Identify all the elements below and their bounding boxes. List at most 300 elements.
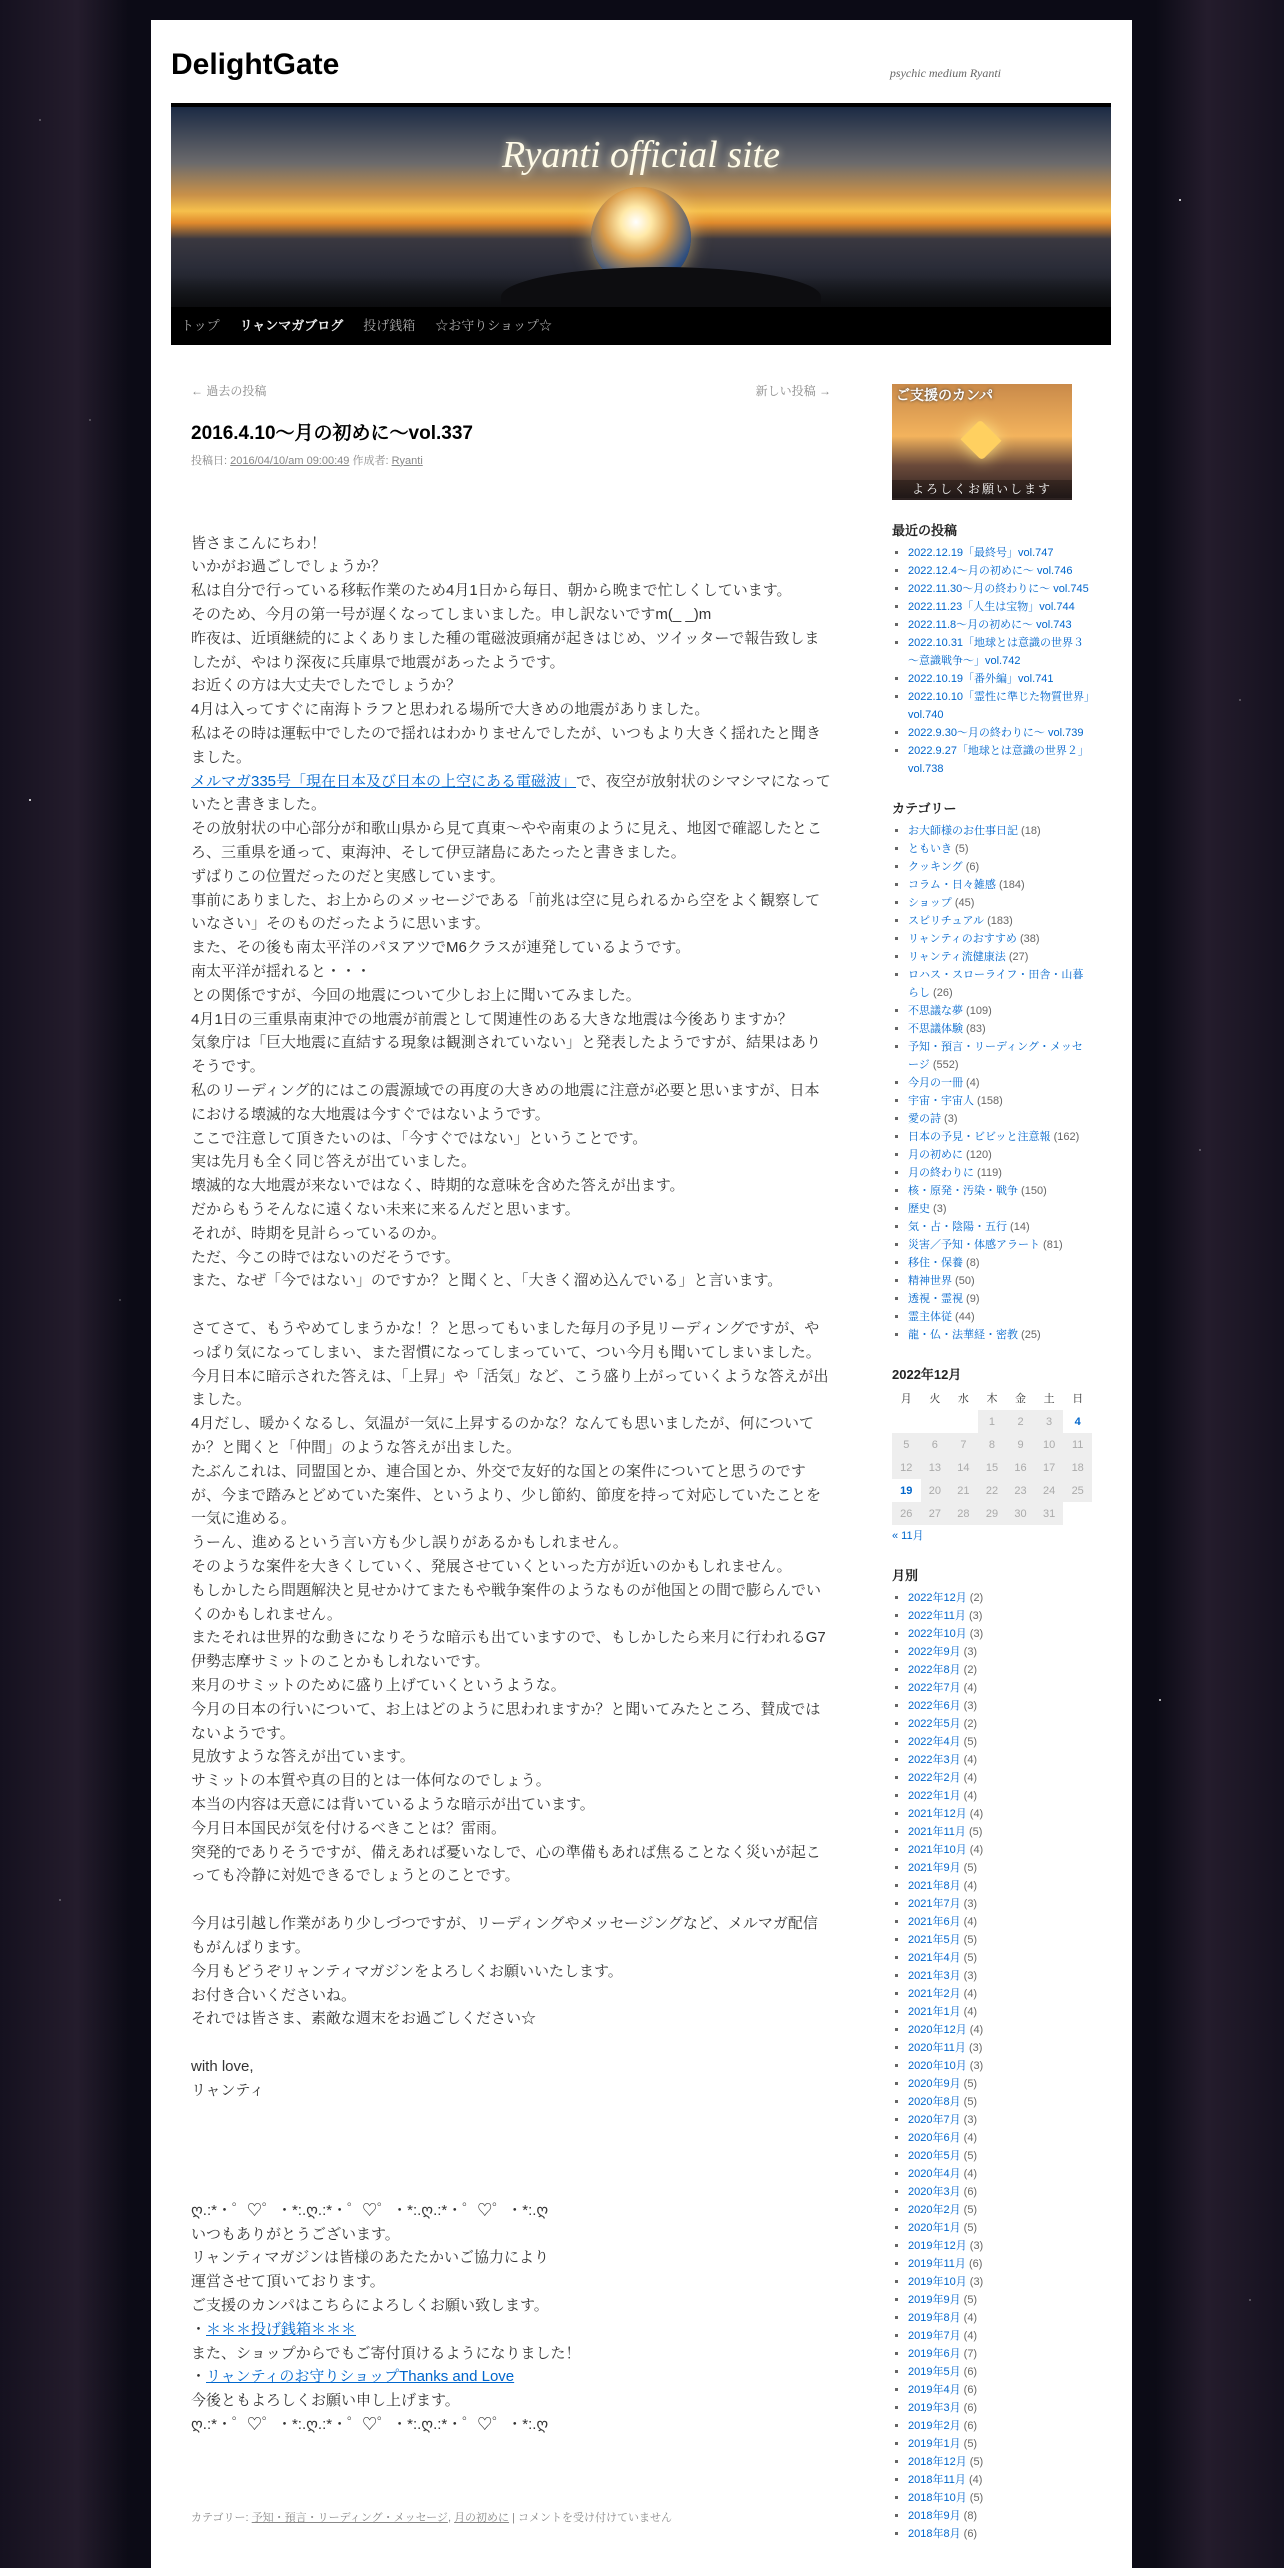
category-item xyxy=(908,1200,1092,1218)
archive-count: (3) xyxy=(966,1628,984,1640)
archive-link[interactable]: 2019年11月 xyxy=(908,2258,966,2270)
post-paragraph xyxy=(191,1127,831,1151)
paragraph-text: 気象庁は「巨大地震に直結する現象は観測されていない」と発表したようですが、結果はありそうです。 xyxy=(191,1034,822,1076)
donation-banner-title: ご支援のカンパ xyxy=(896,387,994,403)
category-item xyxy=(908,1038,1092,1074)
category-count: (26) xyxy=(930,987,953,999)
calendar-day: 13 xyxy=(921,1456,950,1479)
post-paragraph xyxy=(191,1698,831,1746)
paragraph-text: 私のリーディング的にはこの震源域での再度の大きめの地震に注意が必要と思いますが、日本における壊滅的な大地震は今すぐではないようです。 xyxy=(191,1081,820,1123)
calendar-day: 14 xyxy=(949,1456,978,1479)
calendar-week xyxy=(892,1433,1092,1456)
archive-count: (4) xyxy=(966,1844,984,1856)
archive-link[interactable]: 2020年2月 xyxy=(908,2204,961,2216)
category-link[interactable]: 愛の詩 xyxy=(908,1113,941,1125)
archive-item xyxy=(908,1679,1092,1697)
archive-count: (3) xyxy=(965,2042,983,2054)
category-count: (3) xyxy=(941,1113,958,1125)
archive-item xyxy=(908,1859,1092,1877)
category-item xyxy=(908,1020,1092,1038)
post-paragraph xyxy=(191,2199,831,2223)
category-item xyxy=(908,1002,1092,1020)
calendar-day: 28 xyxy=(949,1502,978,1525)
archive-item xyxy=(908,1913,1092,1931)
archive-item xyxy=(908,2219,1092,2237)
category-count: (83) xyxy=(963,1023,986,1035)
post-paragraph xyxy=(191,1579,831,1627)
archive-item xyxy=(908,2255,1092,2273)
archive-link[interactable]: 2020年10月 xyxy=(908,2060,967,2072)
paragraph-text: さてさて、もうやめてしまうかな！？と思ってもいました毎月の予見リーディングですが、やっぱり気になってしまい、また習慣になってしまっていて、つい今月も聞いてしまいました。 xyxy=(191,1320,821,1361)
archive-item xyxy=(908,1895,1092,1913)
archive-link[interactable]: 2019年9月 xyxy=(908,2294,961,2306)
calendar-day xyxy=(1063,1502,1092,1525)
paragraph-text: との関係ですが、今回の地震について少しお上に聞いてみました。 xyxy=(191,986,641,1004)
category-link[interactable]: 災害／予知・体感アラート xyxy=(908,1239,1040,1251)
calendar-weekday: 月 xyxy=(900,1393,912,1405)
archive-count: (4) xyxy=(965,2474,983,2486)
archive-link[interactable]: 2022年6月 xyxy=(908,1700,961,1712)
archive-item xyxy=(908,1715,1092,1733)
archive-item xyxy=(908,1787,1092,1805)
calendar-day: 9 xyxy=(1006,1433,1035,1456)
archive-link[interactable]: 2020年6月 xyxy=(908,2132,961,2144)
archive-link[interactable]: 2021年4月 xyxy=(908,1952,961,1964)
archive-count: (3) xyxy=(966,2276,984,2288)
category-link[interactable]: 予知・預言・リーディング・メッセージ xyxy=(908,1041,1083,1071)
post-title: 2016.4.10～月の初めに～vol.337 xyxy=(191,423,473,444)
archive-count: (2) xyxy=(966,1592,984,1604)
calendar-day: 25 xyxy=(1063,1479,1092,1502)
archive-link[interactable]: 2019年6月 xyxy=(908,2348,961,2360)
archive-link[interactable]: 2020年8月 xyxy=(908,2096,961,2108)
post-paragraph xyxy=(191,1960,831,1984)
paragraph-text: 4月は入ってすぐに南海トラフと思われる場所で大きめの地震がありました。 xyxy=(191,701,710,719)
category-item xyxy=(908,930,1092,948)
category-link[interactable]: ショップ xyxy=(908,897,952,909)
category-link[interactable]: 龍・仏・法華経・密教 xyxy=(908,1329,1018,1341)
archive-link[interactable]: 2022年4月 xyxy=(908,1736,961,1748)
category-count: (50) xyxy=(952,1275,975,1287)
archive-item xyxy=(908,2075,1092,2093)
archive-count: (5) xyxy=(960,2438,978,2450)
recent-post-link[interactable]: 2022.12.19「最終号」vol.747 xyxy=(908,547,1054,559)
calendar-weekday: 水 xyxy=(957,1393,969,1405)
archive-count: (6) xyxy=(960,2366,978,2378)
archive-count: (5) xyxy=(960,2150,978,2162)
calendar-day[interactable]: 4 xyxy=(1063,1410,1092,1433)
archive-count: (5) xyxy=(960,2078,978,2090)
archive-item xyxy=(908,1607,1092,1625)
archive-count: (5) xyxy=(960,1934,978,1946)
archive-count: (5) xyxy=(966,2492,984,2504)
donation-banner[interactable] xyxy=(892,384,1072,500)
paragraph-text: その放射状の中心部分が和歌山県から見て真東～やや南東のように見え、地図で確認したところ、三重県を通って、東海沖、そして伊豆諸島にあたったと書きました。 xyxy=(191,820,822,861)
archive-link[interactable]: 2022年10月 xyxy=(908,1628,967,1640)
paragraph-gap xyxy=(191,1293,831,1317)
archive-link[interactable]: 2019年4月 xyxy=(908,2384,961,2396)
archive-link[interactable]: 2018年12月 xyxy=(908,2456,967,2468)
category-link[interactable]: 霊主体従 xyxy=(908,1311,952,1323)
archive-link[interactable]: 2022年1月 xyxy=(908,1790,961,1802)
category-link[interactable]: 宇宙・宇宙人 xyxy=(908,1095,974,1107)
archive-count: (7) xyxy=(960,2348,978,2360)
archive-item xyxy=(908,2363,1092,2381)
post-inline-link[interactable]: ＊＊＊投げ銭箱＊＊＊ xyxy=(206,2320,357,2338)
archive-item xyxy=(908,1949,1092,1967)
post-paragraph xyxy=(191,2342,831,2366)
category-link[interactable]: 月の初めに xyxy=(908,1149,963,1161)
post-paragraph xyxy=(191,1246,831,1270)
calendar-header xyxy=(892,1388,1092,1410)
post-navigation xyxy=(191,380,831,400)
recent-post-item xyxy=(908,562,1092,580)
paragraph-gap xyxy=(191,1888,831,1912)
recent-post-item xyxy=(908,598,1092,616)
category-link[interactable]: 気・占・陰陽・五行 xyxy=(908,1221,1007,1233)
archive-link[interactable]: 2020年1月 xyxy=(908,2222,961,2234)
archive-link[interactable]: 2022年3月 xyxy=(908,1754,961,1766)
archive-link[interactable]: 2021年3月 xyxy=(908,1970,961,1982)
archive-count: (4) xyxy=(960,2006,978,2018)
category-link[interactable]: 不思議な夢 xyxy=(908,1005,963,1017)
paragraph-text: 来月のサミットのために盛り上げていくというような。 xyxy=(191,1677,566,1695)
archive-count: (3) xyxy=(966,2060,984,2072)
comments-closed: | コメントを受け付けていません xyxy=(512,2511,673,2524)
paragraph-text: 昨夜は、近頃継続的によくありました種の電磁波頭痛が起きはじめ、ツイッターで報告致しましたが、やはり深夜に兵庫県で地震があったようです。 xyxy=(191,629,820,671)
post-paragraph xyxy=(191,1222,831,1246)
post-paragraph xyxy=(191,532,831,556)
post-paragraph xyxy=(191,674,831,698)
post-paragraph xyxy=(191,2055,831,2079)
archive-link[interactable]: 2020年5月 xyxy=(908,2150,961,2162)
paragraph-text: それが、時期を見計らっているのか。 xyxy=(191,1224,447,1242)
archive-link[interactable]: 2022年2月 xyxy=(908,1772,961,1784)
paragraph-text: 私はその時は運転中でしたので揺れはわかりませんでしたが、いつもより大きく揺れたと聞きました。 xyxy=(191,724,822,766)
archive-link[interactable]: 2021年11月 xyxy=(908,1826,966,1838)
donation-banner-subtitle: よろしくお願いします xyxy=(892,480,1072,498)
post-paragraph xyxy=(191,555,831,579)
archive-link[interactable]: 2021年6月 xyxy=(908,1916,961,1928)
paragraph-text: 壊滅的な大地震が来ないではなく、時期的な意味を含めた答えが出ます。 xyxy=(191,1177,685,1195)
paragraph-text: 今月日本国民が気を付けるべきことは？雷雨。 xyxy=(191,1819,507,1837)
archive-link[interactable]: 2021年2月 xyxy=(908,1988,961,2000)
calendar-weekday: 金 xyxy=(1015,1393,1027,1405)
paragraph-text: ただ、今この時ではないのだそうです。 xyxy=(191,1248,460,1266)
paragraph-text: もしかしたら問題解決と見せかけてまたもや戦争案件のようなものが他国との間で膨らんでいくのかもしれません。 xyxy=(191,1581,822,1623)
category-count: (38) xyxy=(1016,933,1040,945)
calendar-weekday: 日 xyxy=(1072,1393,1084,1405)
archive-link[interactable]: 2021年12月 xyxy=(908,1808,967,1820)
post-meta xyxy=(191,450,831,474)
archive-link[interactable]: 2022年9月 xyxy=(908,1646,961,1658)
archive-item xyxy=(908,2237,1092,2255)
archive-item xyxy=(908,1823,1092,1841)
post-paragraph xyxy=(191,960,831,984)
category-item xyxy=(908,1218,1092,1236)
post-paragraph xyxy=(191,817,831,865)
calendar-week xyxy=(892,1410,1092,1433)
site-title[interactable]: DelightGate xyxy=(171,48,340,81)
archive-link[interactable]: 2018年8月 xyxy=(908,2528,961,2540)
recent-posts-list xyxy=(892,544,1092,778)
archive-count: (4) xyxy=(966,2024,984,2036)
archives-list xyxy=(892,1589,1092,2543)
category-link[interactable]: お大師様のお仕事日記 xyxy=(908,825,1018,837)
archive-link[interactable]: 2020年11月 xyxy=(908,2042,966,2054)
archive-item xyxy=(908,2039,1092,2057)
calendar-day[interactable]: 19 xyxy=(892,1479,921,1502)
category-link[interactable]: クッキング xyxy=(908,861,963,873)
post-inline-link[interactable]: メルマガ335号「現在日本及び日本の上空にある電磁波」 xyxy=(191,772,577,790)
archive-item xyxy=(908,1625,1092,1643)
category-link[interactable]: 今月の一冊 xyxy=(908,1077,963,1089)
archive-link[interactable]: 2022年7月 xyxy=(908,1682,961,1694)
menu-item-blog[interactable]: リャンマガブログ xyxy=(239,318,344,333)
paragraph-text: お近くの方は大丈夫でしたでしょうか？ xyxy=(191,677,462,695)
paragraph-text: リャンティ xyxy=(191,2082,265,2099)
archive-link[interactable]: 2021年1月 xyxy=(908,2006,961,2018)
calendar-day: 23 xyxy=(1006,1479,1035,1502)
archive-count: (5) xyxy=(960,2204,978,2216)
archive-link[interactable]: 2019年2月 xyxy=(908,2420,961,2432)
category-item xyxy=(908,894,1092,912)
post-paragraph xyxy=(191,1365,831,1413)
menu-item-top[interactable]: トップ xyxy=(181,318,220,333)
paragraph-text: いつもありがとうございます。 xyxy=(191,2225,400,2243)
calendar-day: 8 xyxy=(978,1433,1007,1456)
paragraph-gap xyxy=(191,2103,831,2127)
archive-item xyxy=(908,2417,1092,2435)
calendar-weekday-row xyxy=(892,1388,1092,1410)
paragraph-text: 私は自分で行っている移転作業のため4月1日から毎日、朝から晩まで忙しくしています。 xyxy=(191,582,792,600)
archive-item xyxy=(908,1985,1092,2003)
archive-link[interactable]: 2022年11月 xyxy=(908,1610,966,1622)
category-item xyxy=(908,966,1092,1002)
paragraph-text: 突発的でありそうですが、備えあれば憂いなしで、心の準備もあれば焦ることなく災いが起こっても冷静に対処できるでしょうとのことです。 xyxy=(191,1843,821,1885)
post-paragraph xyxy=(191,1555,831,1579)
author-prefix: 作成者: xyxy=(352,454,389,467)
archive-link[interactable]: 2020年12月 xyxy=(908,2024,967,2036)
archive-link[interactable]: 2021年10月 xyxy=(908,1844,967,1856)
category-count: (4) xyxy=(963,1077,980,1089)
category-link[interactable]: 歴史 xyxy=(908,1203,930,1215)
category-item xyxy=(908,948,1092,966)
heart-icon xyxy=(960,419,1001,460)
recent-post-link[interactable]: 2022.9.27「地球とは意識の世界２」vol.738 xyxy=(908,745,1089,775)
archive-link[interactable]: 2019年10月 xyxy=(908,2276,967,2288)
archive-link[interactable]: 2019年7月 xyxy=(908,2330,961,2342)
archive-count: (3) xyxy=(965,1610,983,1622)
archive-count: (4) xyxy=(960,1790,978,1802)
archive-count: (3) xyxy=(966,2240,984,2252)
archive-link[interactable]: 2021年7月 xyxy=(908,1898,961,1910)
category-link[interactable]: 精神世界 xyxy=(908,1275,952,1287)
recent-post-link[interactable]: 2022.10.10「霊性に準じた物質世界」vol.740 xyxy=(908,691,1090,721)
post-date-link[interactable]: 2016/04/10/am 09:00:49 xyxy=(230,454,350,467)
post-paragraph xyxy=(191,1317,831,1365)
category-link[interactable]: リャンティ流健康法 xyxy=(908,951,1006,963)
post-paragraph xyxy=(191,2413,831,2437)
post-paragraph xyxy=(191,1912,831,1960)
post-paragraph xyxy=(191,1793,831,1817)
archive-link[interactable]: 2022年5月 xyxy=(908,1718,961,1730)
archive-link[interactable]: 2022年12月 xyxy=(908,1592,967,1604)
post-paragraph xyxy=(191,1031,831,1079)
archive-count: (4) xyxy=(960,1772,978,1784)
archive-link[interactable]: 2019年1月 xyxy=(908,2438,961,2450)
category-count: (25) xyxy=(1018,1329,1041,1341)
category-link[interactable]: ともいき xyxy=(908,843,952,855)
post-inline-link[interactable]: リャンティのお守りショップThanks and Love xyxy=(206,2368,515,2386)
archive-item xyxy=(908,2471,1092,2489)
archive-link[interactable]: 2021年9月 xyxy=(908,1862,961,1874)
recent-post-link[interactable]: 2022.11.8～月の初めに～ vol.743 xyxy=(908,619,1072,631)
recent-post-link[interactable]: 2022.11.30～月の終わりに～ vol.745 xyxy=(908,583,1089,595)
category-item xyxy=(908,1236,1092,1254)
archive-link[interactable]: 2018年11月 xyxy=(908,2474,966,2486)
archive-link[interactable]: 2020年3月 xyxy=(908,2186,961,2198)
sidebar xyxy=(892,384,1092,2543)
post-paragraph xyxy=(191,1174,831,1198)
archive-link[interactable]: 2019年12月 xyxy=(908,2240,967,2252)
calendar-day: 16 xyxy=(1006,1456,1035,1479)
archive-item xyxy=(908,2273,1092,2291)
menu-item-donation-box[interactable]: 投げ銭箱 xyxy=(363,318,416,333)
archive-link[interactable]: 2019年8月 xyxy=(908,2312,961,2324)
recent-post-item xyxy=(908,634,1092,670)
archive-item xyxy=(908,2057,1092,2075)
archive-item xyxy=(908,1931,1092,1949)
archive-item xyxy=(908,2147,1092,2165)
post-paragraph xyxy=(191,2007,831,2031)
archive-count: (5) xyxy=(960,1862,978,1874)
archive-count: (4) xyxy=(960,1754,978,1766)
archive-count: (4) xyxy=(966,1808,984,1820)
category-link[interactable]: 不思議体験 xyxy=(908,1023,963,1035)
category-link[interactable]: コラム・日々雑感 xyxy=(908,879,996,891)
menu-item-shop[interactable]: ☆お守りショップ☆ xyxy=(435,318,553,333)
calendar-weekday: 土 xyxy=(1043,1393,1055,1405)
archive-link[interactable]: 2019年5月 xyxy=(908,2366,961,2378)
category-item xyxy=(908,876,1092,894)
calendar-day: 29 xyxy=(978,1502,1007,1525)
paragraph-text: そのような案件を大きくしていく、発展させていくといった方が近いのかもしれません。 xyxy=(191,1558,792,1576)
category-count: (45) xyxy=(951,897,975,909)
recent-post-item xyxy=(908,580,1092,598)
categories-title: カテゴリー xyxy=(892,801,957,816)
archive-count: (6) xyxy=(965,2258,983,2270)
paragraph-text: だからもうそんなに遠くない未来に来るんだと思います。 xyxy=(191,1200,580,1218)
category-item xyxy=(908,1254,1092,1272)
recent-post-link[interactable]: 2022.11.23「人生は宝物」vol.744 xyxy=(908,601,1075,613)
category-link[interactable]: 透視・霊視 xyxy=(908,1293,963,1305)
category-item xyxy=(908,912,1092,930)
post-paragraph xyxy=(191,1841,831,1889)
recent-post-item xyxy=(908,724,1092,742)
post-paragraph xyxy=(191,2318,831,2342)
archive-link[interactable]: 2018年9月 xyxy=(908,2510,961,2522)
recent-post-link[interactable]: 2022.12.4～月の初めに～ vol.746 xyxy=(908,565,1073,577)
category-count: (158) xyxy=(974,1095,1003,1107)
post-paragraph xyxy=(191,627,831,675)
paragraph-text: 南太平洋が揺れると・・・ xyxy=(191,962,372,980)
paragraph-text: うーん、進めるという言い方も少し誤りがあるかもしれません。 xyxy=(191,1534,628,1552)
paragraph-text: また、その後も南太平洋のパヌアツでM6クラスが連発しているようです。 xyxy=(191,939,691,957)
recent-post-link[interactable]: 2022.10.31「地球とは意識の世界３～意識戦争～」vol.742 xyxy=(908,637,1085,667)
archive-item xyxy=(908,2345,1092,2363)
archive-count: (3) xyxy=(960,1970,978,1982)
archive-link[interactable]: 2019年3月 xyxy=(908,2402,961,2414)
archive-item xyxy=(908,2129,1092,2147)
archive-count: (4) xyxy=(960,2132,978,2144)
calendar-day: 12 xyxy=(892,1456,921,1479)
archive-link[interactable]: 2020年9月 xyxy=(908,2078,961,2090)
archive-count: (5) xyxy=(960,1952,978,1964)
post-paragraph xyxy=(191,698,831,722)
archive-count: (5) xyxy=(960,2096,978,2108)
archive-item xyxy=(908,2489,1092,2507)
category-count: (81) xyxy=(1040,1239,1063,1251)
calendar-day: 15 xyxy=(978,1456,1007,1479)
paragraph-text: リャンティマガジンは皆様のあたたかいご協力により xyxy=(191,2249,549,2267)
category-link[interactable]: 移住・保養 xyxy=(908,1257,963,1269)
category-item xyxy=(908,822,1092,840)
archive-link[interactable]: 2022年8月 xyxy=(908,1664,961,1676)
category-item xyxy=(908,858,1092,876)
archive-link[interactable]: 2018年10月 xyxy=(908,2492,967,2504)
category-item xyxy=(908,1326,1092,1344)
paragraph-text: 見放すような答えが出ています。 xyxy=(191,1748,415,1766)
paragraph-text: ご支援のカンパはこちらによろしくお願い致します。 xyxy=(191,2296,549,2314)
category-link[interactable]: リャンティのおすすめ xyxy=(908,933,1017,945)
meta-prefix: 投稿日: xyxy=(191,454,228,467)
archive-count: (4) xyxy=(960,1682,978,1694)
calendar-prev-link[interactable]: « 11月 xyxy=(892,1530,924,1542)
archive-item xyxy=(908,1877,1092,1895)
recent-post-link[interactable]: 2022.9.30～月の終わりに～ vol.739 xyxy=(908,727,1084,739)
calendar-day: 1 xyxy=(978,1410,1007,1433)
category-link-prophecy[interactable]: 予知・預言・リーディング・メッセージ xyxy=(251,2511,448,2524)
post-paragraph xyxy=(191,936,831,960)
archive-item xyxy=(908,1751,1092,1769)
post-paragraph xyxy=(191,865,831,889)
post-paragraph xyxy=(191,1150,831,1174)
archive-link[interactable]: 2021年8月 xyxy=(908,1880,961,1892)
previous-post-link[interactable]: ← 過去の投稿 xyxy=(191,384,267,398)
category-count: (5) xyxy=(952,843,969,855)
paragraph-text: で、夜空が放射状のシマシマになっていたと書きました。 xyxy=(191,772,831,814)
category-link[interactable]: ロハス・スローライフ・田舎・山暮らし xyxy=(908,969,1084,999)
archive-link[interactable]: 2021年5月 xyxy=(908,1934,961,1946)
post-paragraph xyxy=(191,722,831,770)
archive-link[interactable]: 2020年4月 xyxy=(908,2168,961,2180)
category-link[interactable]: スピリチュアル xyxy=(908,915,985,927)
author-link[interactable]: Ryanti xyxy=(391,454,423,467)
category-link[interactable]: 月の終わりに xyxy=(908,1167,974,1179)
post-paragraph xyxy=(191,889,831,937)
category-link-month-start[interactable]: 月の初めに xyxy=(454,2511,510,2524)
post-paragraph xyxy=(191,579,831,603)
recent-post-link[interactable]: 2022.10.19「番外編」vol.741 xyxy=(908,673,1054,685)
post-paragraph xyxy=(191,1626,831,1674)
next-post-link[interactable]: 新しい投稿 → xyxy=(755,384,831,398)
category-link[interactable]: 日本の予見・ビビッと注意報 xyxy=(908,1131,1051,1143)
archive-link[interactable]: 2020年7月 xyxy=(908,2114,961,2126)
calendar-day: 27 xyxy=(921,1502,950,1525)
paragraph-text: 本当の内容は天意には背いているような暗示が出ています。 xyxy=(191,1796,595,1814)
category-link[interactable]: 核・原発・汚染・戦争 xyxy=(908,1185,1018,1197)
